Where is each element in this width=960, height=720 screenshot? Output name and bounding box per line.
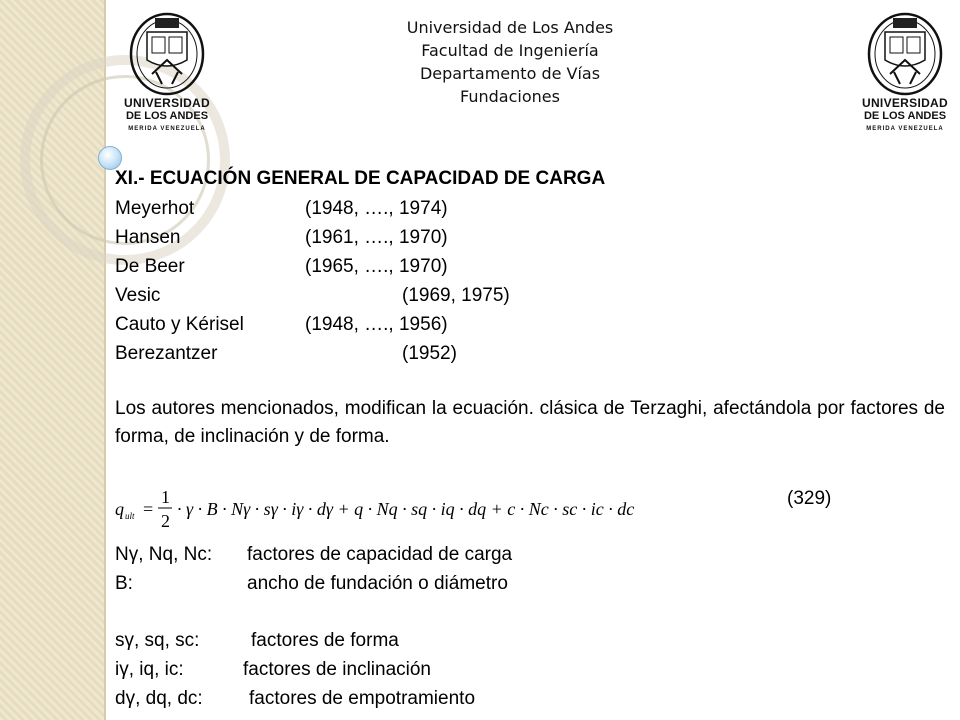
author-years: (1952): [402, 343, 457, 364]
equation-number: (329): [787, 488, 832, 509]
author-years: (1948, …., 1974): [305, 198, 448, 219]
author-name: Berezantzer: [115, 343, 218, 364]
author-years: (1948, …., 1956): [305, 314, 448, 335]
logo-city-text: MERIDA VENEZUELA: [128, 126, 206, 132]
logo-university-text: UNIVERSIDAD: [124, 96, 210, 110]
author-name: Cauto y Kérisel: [115, 314, 244, 335]
header-subject: Fundaciones: [460, 87, 560, 106]
logo-de-los-andes-text: DE LOS ANDES: [125, 110, 209, 122]
header-faculty: Facultad de Ingeniería: [421, 41, 599, 60]
definition-symbol: sγ, sq, sc:: [115, 630, 200, 651]
header-department: Departamento de Vías: [419, 64, 601, 83]
equation-fraction-numerator: 1: [161, 487, 170, 507]
description-paragraph: Los autores mencionados, modifican la ecuación. clásica de Terzaghi, afectándola por factores de forma, de inclinación y de forma.: [115, 398, 945, 447]
definition-description: factores de empotramiento: [249, 688, 476, 709]
definition-symbol: dγ, dq, dc:: [115, 688, 203, 709]
institution-header: [350, 16, 670, 108]
university-seal-icon: [860, 10, 950, 96]
author-name: Meyerhot: [115, 198, 195, 219]
equation-lhs: q: [115, 499, 124, 519]
definition-symbol: B:: [115, 573, 133, 594]
university-seal-icon: [122, 10, 212, 96]
bearing-capacity-equation: [115, 481, 715, 537]
equation-equals: =: [143, 499, 154, 519]
author-years: (1969, 1975): [402, 285, 510, 306]
author-name: Hansen: [115, 227, 181, 248]
author-years: (1965, …., 1970): [305, 256, 448, 277]
definition-description: factores de inclinación: [243, 659, 431, 680]
logo-university-text: UNIVERSIDAD: [862, 96, 948, 110]
author-years: (1961, …., 1970): [305, 227, 448, 248]
equation-terms: · γ · B · Nγ · sγ · iγ · dγ + q · Nq · sq · iq · dq + c · Nc · sc · ic · dc: [177, 499, 635, 519]
definition-symbol: Nγ, Nq, Nc:: [115, 544, 213, 565]
equation-fraction-denominator: 2: [161, 511, 170, 531]
author-name: Vesic: [115, 285, 161, 306]
university-logo-right: [860, 10, 950, 138]
definition-description: ancho de fundación o diámetro: [247, 573, 508, 594]
equation-lhs-subscript: ult: [125, 511, 135, 521]
slide-title: XI.- ECUACIÓN GENERAL DE CAPACIDAD DE CARGA: [115, 168, 606, 189]
logo-de-los-andes-text: DE LOS ANDES: [863, 110, 947, 122]
header-university: Universidad de Los Andes: [406, 18, 614, 37]
definition-description: factores de forma: [251, 630, 399, 651]
university-logo-left: [122, 10, 212, 138]
author-name: De Beer: [115, 256, 185, 277]
definition-symbol: iγ, iq, ic:: [115, 659, 184, 680]
definition-description: factores de capacidad de carga: [247, 544, 513, 565]
logo-city-text: MERIDA VENEZUELA: [866, 126, 944, 132]
